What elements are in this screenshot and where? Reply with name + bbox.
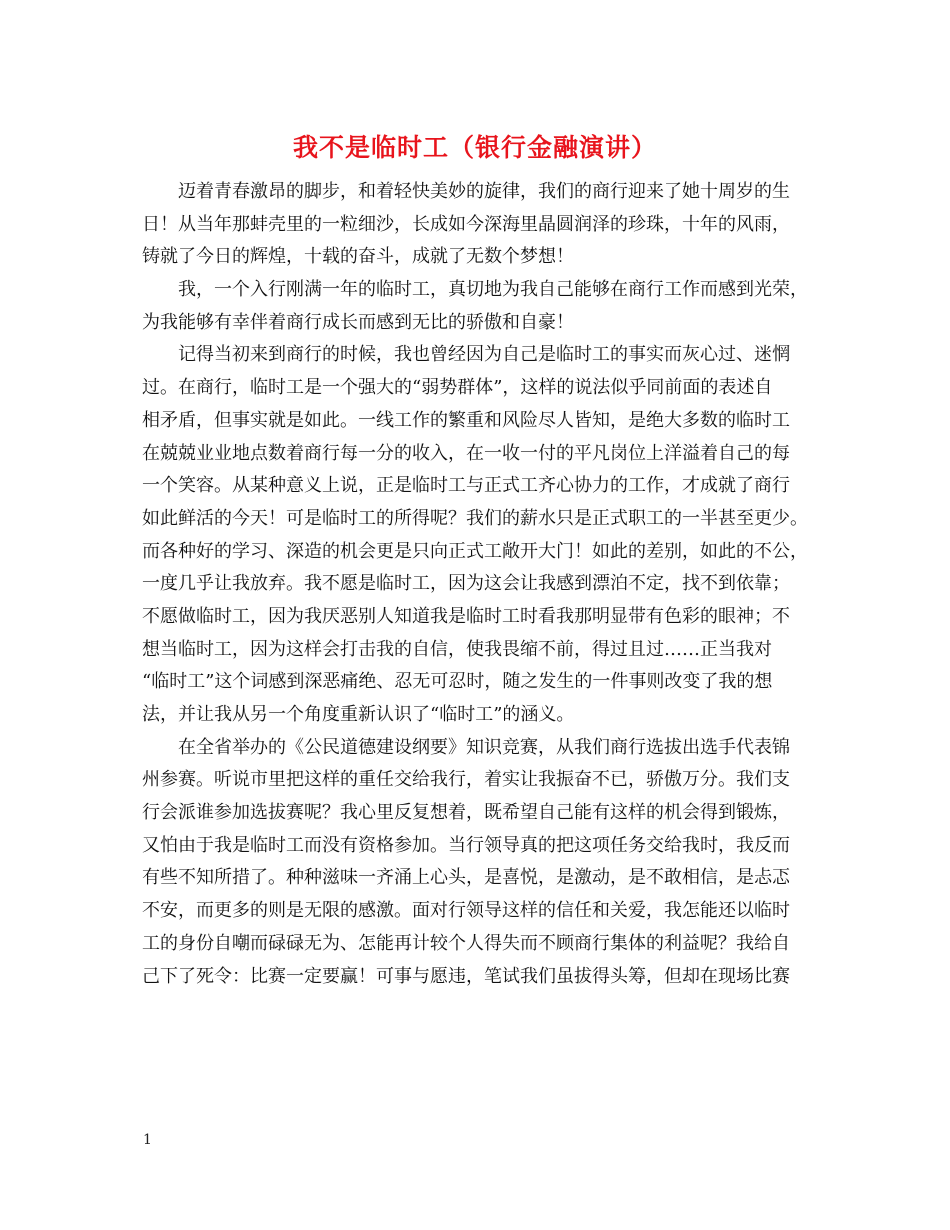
paragraph-line: 工的身份自嘲而碌碌无为、怎能再计较个人得失而不顾商行集体的利益呢？我给自	[142, 932, 790, 954]
paragraph-line: 铸就了今日的辉煌，十载的奋斗，成就了无数个梦想！	[142, 246, 574, 268]
paragraph-line: 一度几乎让我放弃。我不愿是临时工，因为这会让我感到漂泊不定，找不到依靠；	[142, 573, 790, 595]
paragraph-line: 在兢兢业业地点数着商行每一分的收入，在一收一付的平凡岗位上洋溢着自己的每	[142, 442, 790, 464]
paragraph-line: “临时工”这个词感到深恶痛绝、忍无可忍时，随之发生的一件事则改变了我的想	[142, 671, 773, 693]
paragraph-line: 一个笑容。从某种意义上说，正是临时工与正式工齐心协力的工作，才成就了商行	[142, 475, 790, 497]
document-title: 我不是临时工（银行金融演讲）	[292, 133, 657, 162]
page-number: 1	[143, 1132, 152, 1148]
paragraph-line: 而各种好的学习、深造的机会更是只向正式工敞开大门！如此的差别，如此的不公，	[142, 540, 808, 562]
paragraph-line: 州参赛。听说市里把这样的重任交给我行，着实让我振奋不已，骄傲万分。我们支	[142, 769, 790, 791]
paragraph-line: 记得当初来到商行的时候，我也曾经因为自己是临时工的事实而灰心过、迷惘	[178, 344, 790, 366]
paragraph-line: 又怕由于我是临时工而没有资格参加。当行领导真的把这项任务交给我时，我反而	[142, 834, 790, 856]
paragraph-line: 日！从当年那蚌壳里的一粒细沙，长成如今深海里晶圆润泽的珍珠，十年的风雨，	[142, 213, 790, 235]
paragraph-line: 有些不知所措了。种种滋味一齐涌上心头，是喜悦，是激动，是不敢相信，是忐忑	[142, 867, 790, 889]
paragraph-line: 想当临时工，因为这样会打击我的自信，使我畏缩不前，得过且过……正当我对	[142, 638, 772, 660]
paragraph-line: 过。在商行，临时工是一个强大的“弱势群体”，这样的说法似乎同前面的表述自	[142, 377, 773, 399]
paragraph-line: 己下了死令：比赛一定要赢！可事与愿违，笔试我们虽拔得头筹，但却在现场比赛	[142, 965, 790, 987]
paragraph-line: 法，并让我从另一个角度重新认识了“临时工”的涵义。	[142, 704, 575, 725]
paragraph-line: 相矛盾，但事实就是如此。一线工作的繁重和风险尽人皆知，是绝大多数的临时工	[142, 409, 790, 431]
paragraph-line: 为我能够有幸伴着商行成长而感到无比的骄傲和自豪！	[142, 311, 574, 333]
paragraph-line: 迈着青春激昂的脚步，和着轻快美妙的旋律，我们的商行迎来了她十周岁的生	[178, 181, 790, 202]
paragraph-line: 不安，而更多的则是无限的感激。面对行领导这样的信任和关爱，我怎能还以临时	[142, 900, 790, 922]
paragraph-line: 不愿做临时工，因为我厌恶别人知道我是临时工时看我那明显带有色彩的眼神；不	[142, 605, 790, 627]
paragraph-line: 行会派谁参加选拔赛呢？我心里反复想着，既希望自己能有这样的机会得到锻炼，	[142, 802, 790, 824]
document-body	[142, 176, 814, 993]
paragraph-line: 在全省举办的《公民道德建设纲要》知识竞赛，从我们商行选拔出选手代表锦	[178, 736, 790, 758]
paragraph-line: 如此鲜活的今天！可是临时工的所得呢？我们的薪水只是正式职工的一半甚至更少。	[142, 507, 808, 529]
paragraph-line: 我，一个入行刚满一年的临时工，真切地为我自己能够在商行工作而感到光荣，	[178, 279, 808, 301]
